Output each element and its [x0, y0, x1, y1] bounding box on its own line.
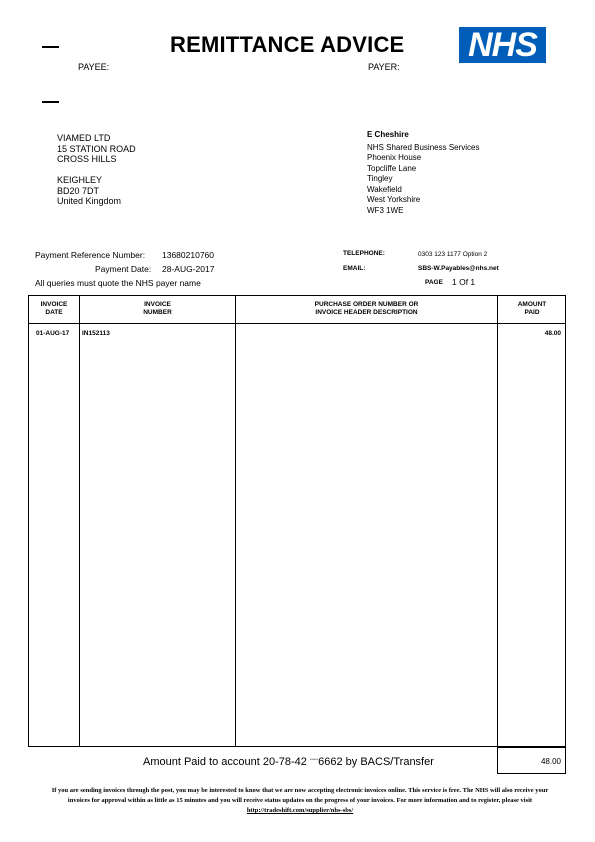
payee-line-blank	[57, 165, 136, 176]
payment-ref-value: 13680210760	[162, 250, 215, 260]
payee-line: CROSS HILLS	[57, 154, 117, 164]
payee-line: United Kingdom	[57, 196, 122, 206]
payee-line: BD20 7DT	[57, 185, 100, 196]
payer-name: E Cheshire	[367, 130, 409, 139]
masked-account: ******	[309, 758, 319, 762]
payer-line: Tingley	[367, 174, 393, 183]
tradeshift-link[interactable]: http://tradeshift.com/supplier/nhs-sbs/	[246, 807, 354, 814]
payer-line: Topcliffe Lane	[367, 163, 417, 173]
payment-summary	[143, 756, 434, 768]
footer-note	[40, 786, 560, 816]
payer-line: West Yorkshire	[367, 195, 421, 204]
header-invoice-date: INVOICE DATE	[40, 301, 68, 316]
payer-label: PAYER:	[368, 62, 400, 72]
row-invoice-date: 01-AUG-17	[36, 330, 70, 337]
payment-summary-suffix: 6662 by BACS/Transfer	[318, 756, 434, 768]
page-value: 1 Of 1	[452, 277, 476, 287]
footer-text: If you are sending invoices through the post, you may be interested to know that we are now accepting electronic invoices online. This service is free. The NHS will also receive your invoices for approval within as little as 15 minutes and you will receive status updates on the progress of your invoices. For more information and to register, please visit	[51, 787, 549, 804]
payer-address	[367, 130, 480, 216]
header-divider	[29, 323, 565, 324]
payer-line: Wakefield	[367, 184, 402, 194]
page-label: PAGE	[425, 279, 443, 286]
total-amount: 48.00	[497, 747, 566, 774]
column-divider	[235, 296, 236, 746]
payee-line: KEIGHLEY	[57, 175, 103, 185]
document-title: REMITTANCE ADVICE	[170, 32, 405, 57]
payee-address	[57, 133, 136, 207]
row-amount-paid: 48.00	[544, 330, 561, 337]
email-value: SBS-W.Payables@nhs.net	[418, 265, 499, 272]
column-divider	[79, 296, 80, 746]
queries-note: All queries must quote the NHS payer name	[35, 278, 201, 288]
row-invoice-number: IN152113	[82, 330, 110, 337]
telephone-label: TELEPHONE:	[343, 250, 385, 257]
column-divider	[497, 296, 498, 746]
payment-date-value: 28-AUG-2017	[162, 264, 215, 274]
separator-mark	[42, 101, 59, 103]
payer-line: NHS Shared Business Services	[367, 142, 480, 152]
payment-date-label: Payment Date:	[95, 264, 152, 274]
nhs-logo: NHS	[459, 27, 546, 63]
email-label: EMAIL:	[343, 265, 366, 272]
payment-ref-label: Payment Reference Number:	[35, 250, 146, 260]
invoice-table	[28, 295, 566, 747]
separator-mark	[42, 46, 59, 48]
payment-summary-prefix: Amount Paid to account 20-78-42	[143, 756, 307, 768]
header-invoice-number: INVOICE NUMBER	[143, 301, 172, 316]
payee-label: PAYEE:	[78, 62, 110, 72]
payee-line: VIAMED LTD	[57, 133, 111, 143]
header-po-description: PURCHASE ORDER NUMBER OR INVOICE HEADER DESCRIPTION	[314, 301, 419, 316]
payer-line: Phoenix House	[367, 153, 422, 162]
header-amount-paid: AMOUNT PAID	[517, 301, 547, 316]
telephone-value: 0303 123 1177 Option 2	[418, 251, 488, 258]
payee-line: 15 STATION ROAD	[57, 143, 136, 154]
payer-line: WF3 1WE	[367, 205, 404, 215]
